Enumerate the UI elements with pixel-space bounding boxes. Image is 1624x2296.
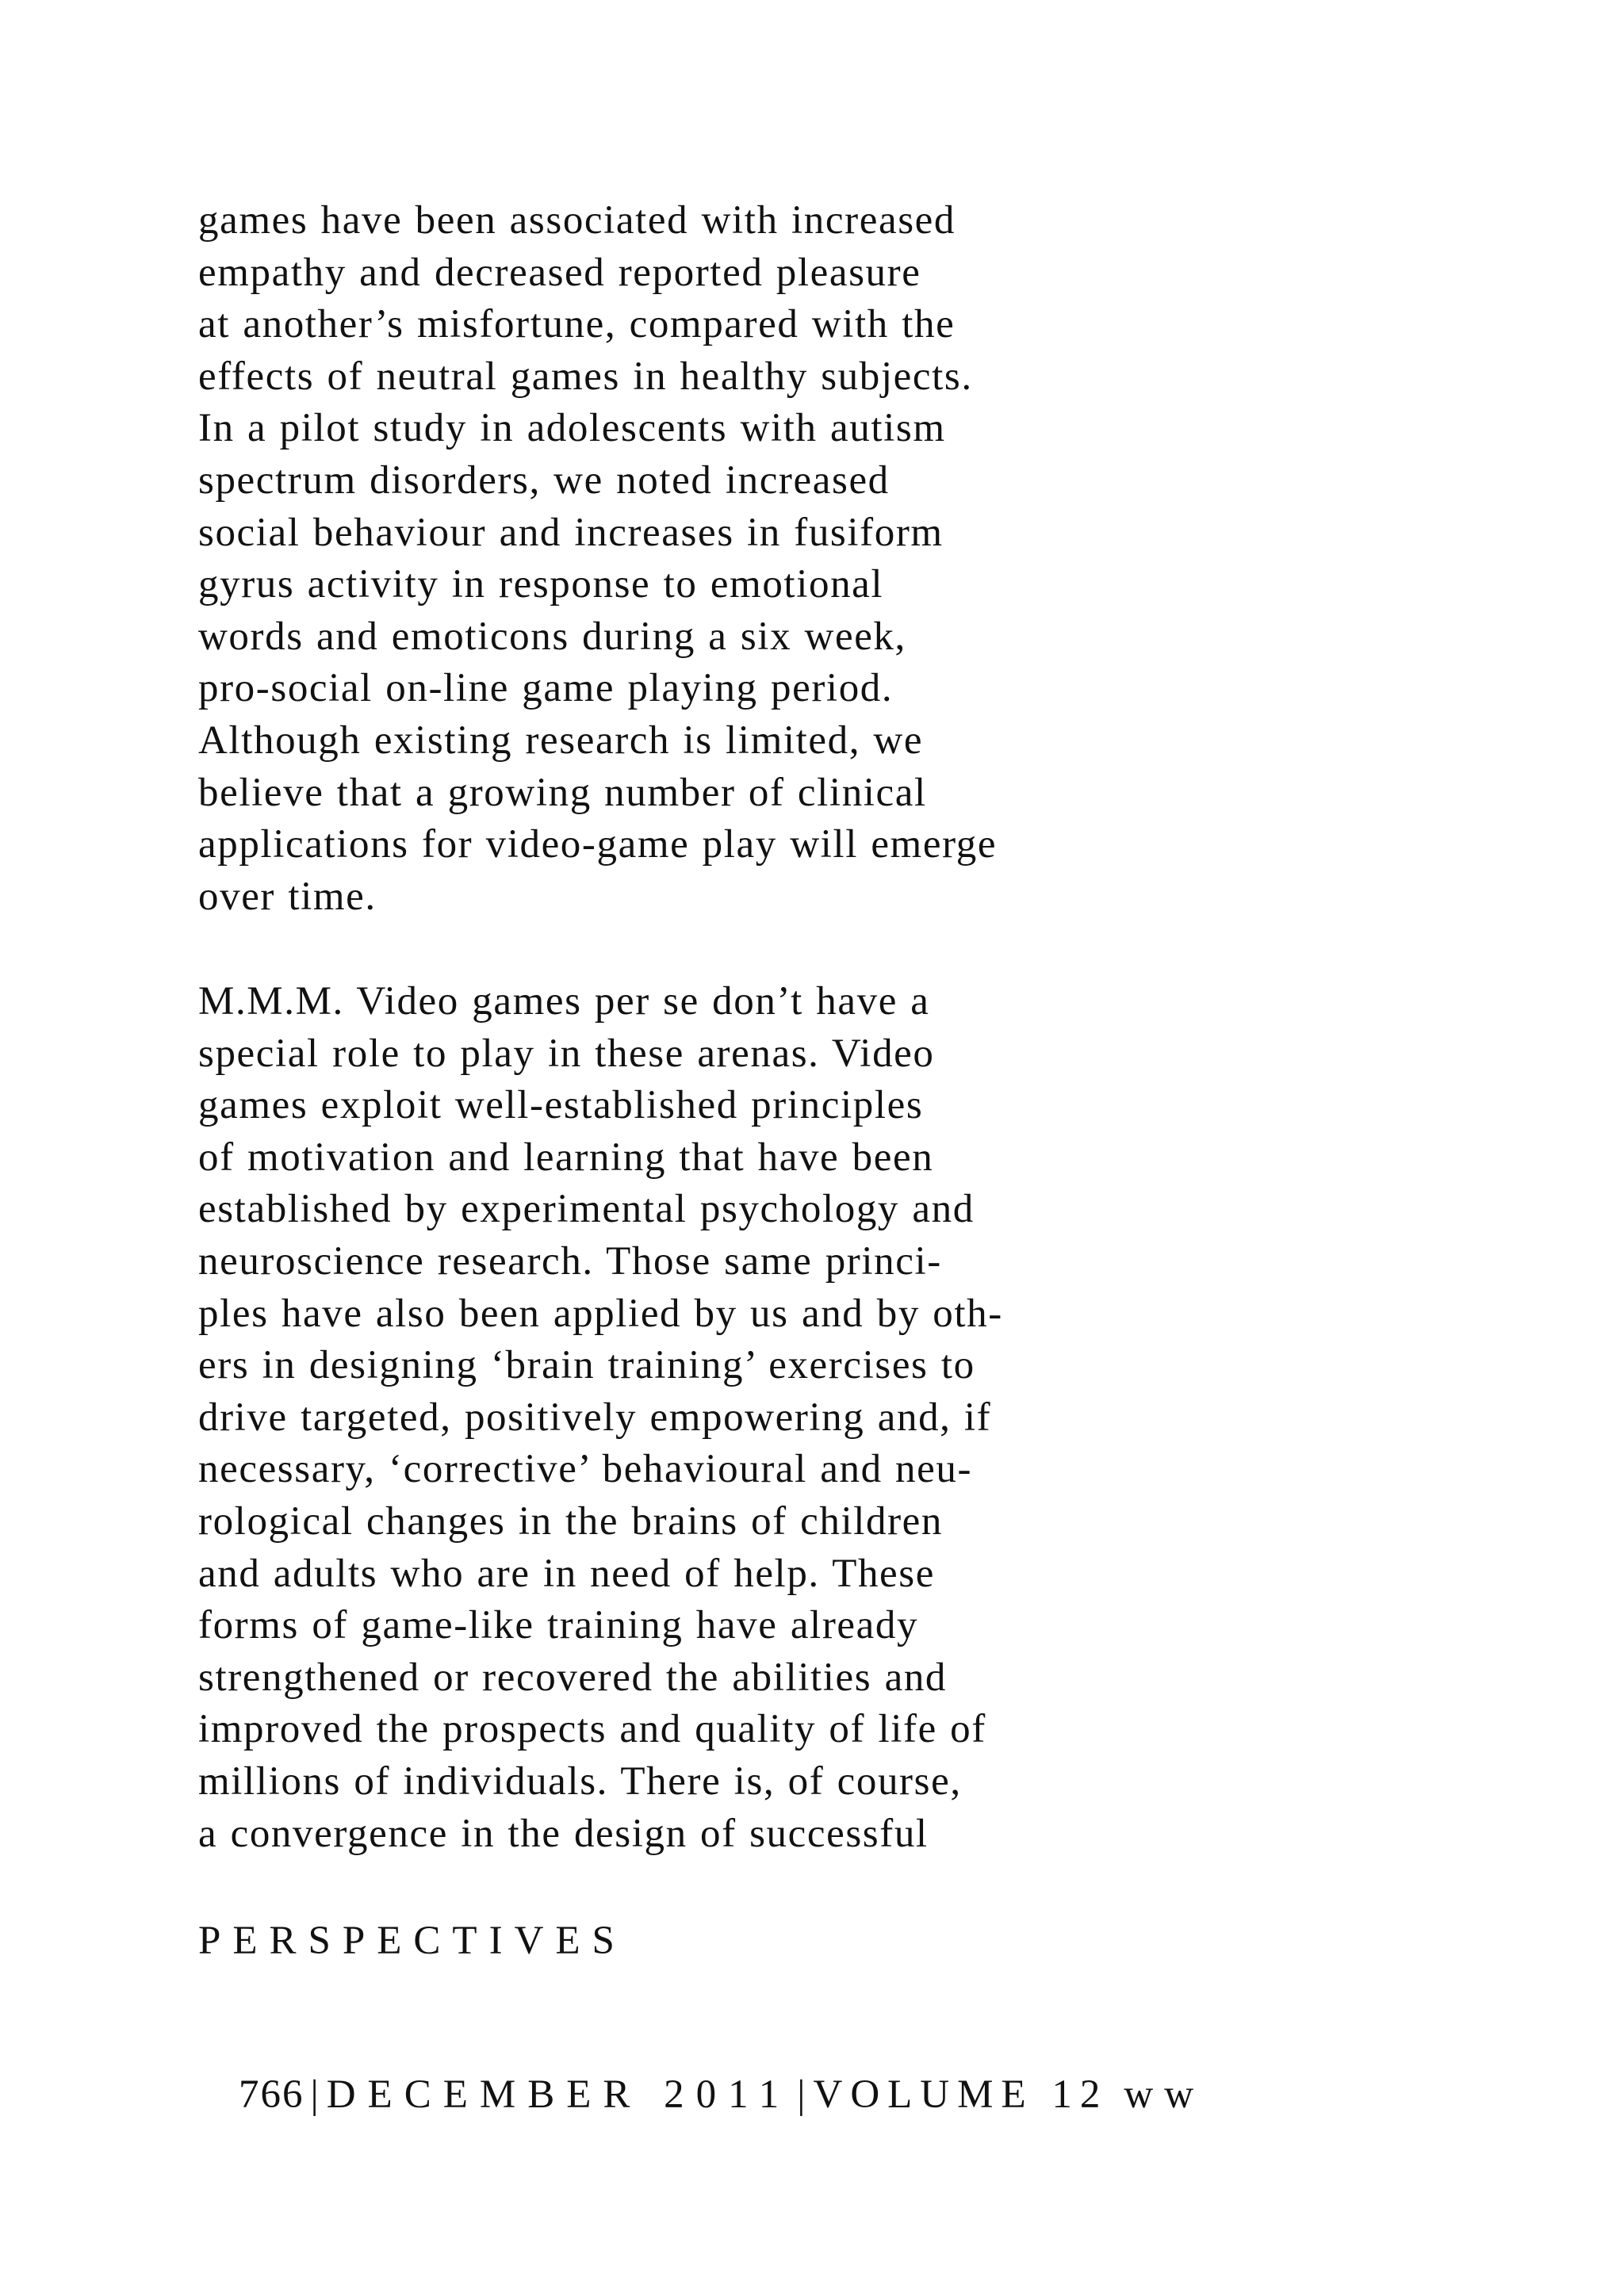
text-line: ers in designing ‘brain training’ exercises to [198,1343,975,1388]
text-line: applications for video-game play will emerge [198,822,998,867]
footer-separator: | [797,2072,806,2117]
text-line: drive targeted, positively empowering and, if [198,1395,992,1440]
body-paragraph-2 [198,976,1003,1860]
text-line: neuroscience research. Those same princi- [198,1238,942,1284]
page-number: 766 [239,2072,304,2117]
text-line: necessary, ‘corrective’ behavioural and neu- [198,1447,973,1492]
text-line: M.M.M. Video games per se don’t have a [198,979,930,1024]
text-line: established by experimental psychology and [198,1187,975,1232]
text-line: over time. [198,874,377,919]
text-line: pro-social on-line game playing period. [198,666,894,711]
text-line: improved the prospects and quality of life of [198,1707,986,1752]
text-line: In a pilot study in adolescents with autism [198,406,946,451]
text-line: gyrus activity in response to emotional [198,562,884,607]
text-line: and adults who are in need of help. These [198,1551,935,1596]
text-line: a convergence in the design of successful [198,1811,929,1856]
text-line: special role to play in these arenas. Video [198,1031,935,1076]
text-line: believe that a growing number of clinical [198,770,927,815]
text-line: Although existing research is limited, we [198,718,924,763]
web-address-fragment: ww [1124,2072,1205,2117]
text-line: effects of neutral games in healthy subjects. [198,354,973,399]
text-line: ples have also been applied by us and by oth- [198,1291,1003,1336]
text-line: forms of game-like training have already [198,1603,919,1648]
text-line: strengthened or recovered the abilities and [198,1655,948,1700]
text-line: of motivation and learning that have been [198,1135,934,1180]
issue-date: DECEMBER 2011 [326,2072,791,2117]
text-line: rological changes in the brains of children [198,1498,944,1544]
text-line: social behaviour and increases in fusiform [198,510,944,555]
footer-separator: | [310,2072,319,2117]
body-paragraph-1 [198,195,997,923]
section-label: PERSPECTIVES [198,1919,626,1963]
text-line: empathy and decreased reported pleasure [198,250,921,295]
text-line: games have been associated with increased [198,198,956,243]
text-line: words and emoticons during a six week, [198,614,906,659]
text-line: at another’s misfortune, compared with the [198,302,956,347]
volume-number: VOLUME 12 [813,2072,1109,2117]
text-line: games exploit well-established principles [198,1083,924,1128]
text-line: spectrum disorders, we noted increased [198,457,890,503]
text-line: millions of individuals. There is, of course, [198,1758,962,1804]
page-footer [198,2016,1205,2173]
